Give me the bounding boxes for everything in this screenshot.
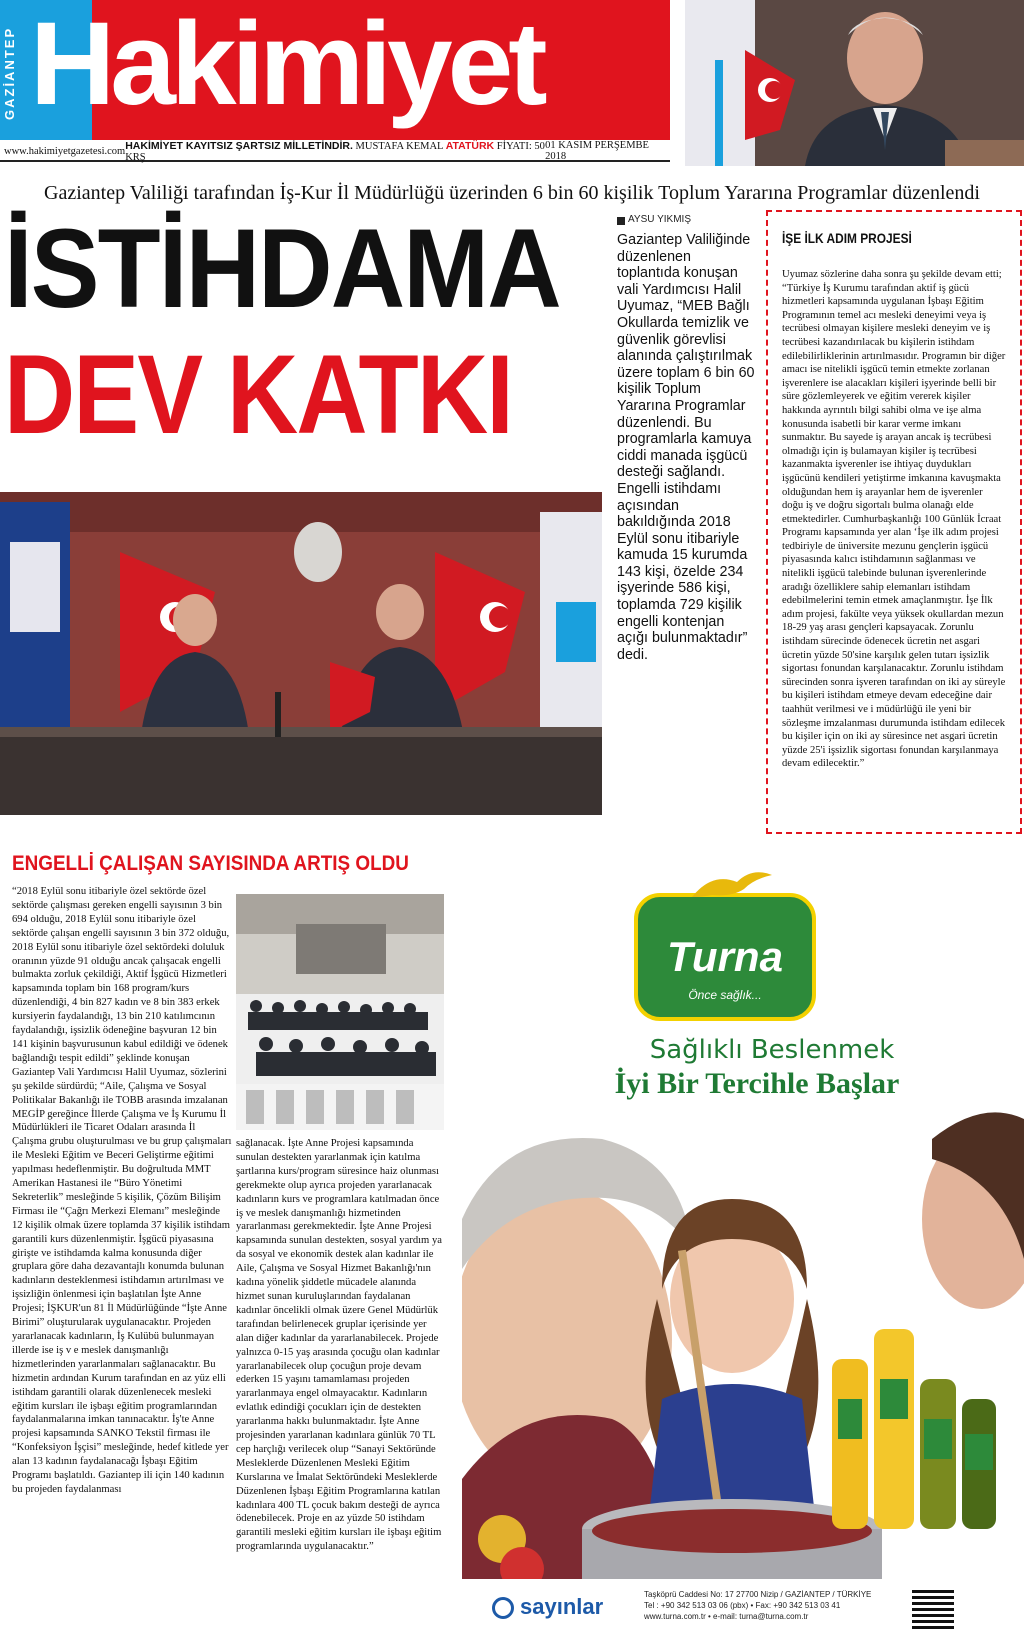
byline-author: AYSU YIKMIŞ bbox=[628, 214, 691, 225]
sayinlar-logo-icon bbox=[492, 1597, 514, 1619]
lead-column: Gaziantep Valiliğinde düzenlenen toplantıda konuşan vali Yardımcısı Halil Uyumaz, “MEB Bağlı Okullarda temizlik ve güvenlik görevlisi alanında çalıştırılmak üzere toplam 6 bin 60 kişilik Toplum Yararına Programlar düzenlendi. Bu programlarla kamuya ciddi manada işgücü desteği sağlandı. Engelli istihdamı açısından bakıldığında 2018 Eylül sonu itibariyle kamuda 15 kurumda 143 kişi, özelde 234 işyerinde 586 kişi, toplamda 729 kişilik engelli kontenjan açığı bulunmaktadır” dedi. bbox=[617, 232, 755, 663]
top-portrait-photo bbox=[685, 0, 1024, 166]
sidebar-box-text: Uyumaz sözlerine daha sonra şu şekilde devam etti; “Türkiye İş Kurumu tarafından aktif iş gücü hizmetleri kapsamında uygulanan İşbaşı Eğitim Programının temel acı mesleki deneyimi veya iş tecrübesi olmayan kişilere mesleki deneyim ve iş tecrübesi kazandırılacak bu kişilerin istihdam edilebilirliklerinin artırılmasıdır. Programın bir diğer amacı ise nitelikli işgücü temin etmekte zorlanan işverenlere ise alacakları kişileri işyerinde belli bir süre gözlemleyerek ve eğitim vererek kişiler hakkında ayrıntılı bilgi sahibi olma ve işe alma konusunda isabetli bir karar verme imkanı sunmaktır. Bu sayede iş arayan ancak iş tecrübesi olmadığı için iş bulamayan kişiler iş tecrübesi kazanmakta işverenler ise ihtiyaç duydukları işgücünü kendileri yetiştirme imkanına kavuşmakta olduğundan hem iş arayanlar hem de işverenler doğu iş ve doğru sigortalı bulma olanağı elde etmektedirler. Cumhurbaşkanlığı 100 Günlük İcraat Programı kapsamında yer alan ‘İşe ilk adım projesi tedbiriyle de üniversite mezunu gençlerin işgücü piyasasında kalıcı istihdamının sağlanması ve nitelikli işgücü talebinde bulunan işverenlerinde aradığı özelliklere sahip elemanları istihdam edebilmelerini temin etmek amaçlanmıştır. İşe İlk adım projesi, fakülte veya yüksek okullardan mezun 18-29 yaş arası gençleri kapsayacak. Zorunlu istihdam sürecinde ödenecek ücretin net asgari ücretin yüzde 50'sine karşılık gelen tutarı işsizlik sigortası fonundan karşılanacaktır. Zorunlu istihdam sürecinden sonra işveren tarafından on iki ay süreyle bu kişileri istihdam etmeye devam edeceğine dair taahhüt verilmesi ve i müdürlüğü ile yeni bir sözleşme imzalanması durumunda istihdam edilecek bu kişiler için on iki ay süresince net asgari ücretin yüzde 25'i işsizlik sigortası fonundan karşılanmaya devam edilecektir.” bbox=[782, 269, 1006, 770]
motto-author-first: MUSTAFA KEMAL bbox=[355, 140, 444, 152]
ad-family-cooking-image bbox=[462, 1099, 1024, 1579]
qr-code-icon[interactable] bbox=[912, 1587, 954, 1629]
masthead-info-strip bbox=[0, 139, 670, 163]
ad-contact-info bbox=[644, 1589, 894, 1633]
main-meeting-photo bbox=[0, 492, 602, 815]
price: FİYATI: 50 KRŞ bbox=[125, 140, 545, 163]
ad-slogan-line-2: İyi Bir Tercihle Başlar bbox=[614, 1067, 900, 1100]
newspaper-logo: Hakimiyet bbox=[30, 0, 543, 130]
motto bbox=[125, 140, 545, 163]
article2-column-2: sağlanacak. İşte Anne Projesi kapsamında sunulan destekten yararlanmak için katılma şartlarına kurs/program süresince haiz olunması gerekmekte olup ayrıca projeden yararlanacak kadınların kurs ve programlara katılmadan önce iş ve meslek danışmanlığı hizmetinden yararlanması gerekmektedir. İşte Anne Projesi kapsamında sunulan destekten, sosyal yardım ya da sosyal ve ekonomik destek alan kadınlar ile Aile, Çalışma ve Sosyal Hizmet Bakanlığı'nın kadına yönelik şiddetle mücadele alanında hizmet sunan kuruluşlarından faydalanan kadınlar öncelikli olmak üzere Genel Müdürlük tarafından belirlenecek gruplar içerisinde yer alan diğer kadınlar da yararlanabilecek. Projede yalnızca 0-15 yaş arasında çocuğu olan kadınlar yararlanabilecek olup çocuğun proje devam ederken 15 yaşını tamamlaması projeden yararlanmaya engel olmayacaktır. Kadınların evlatlık edindiği çocukları için de destekten yararlanma hakkı bulunmaktadır. İşte Anne projesinden yararlanan kadınlara günlük 70 TL cep harçlığı verilecek olup “Sanayi Sektöründe Mesleklerde Düzenlenen Mesleki Eğitim Kurslarına ve İmalat Sektöründeki Mesleklerde Düzenlenen İşbaşı Eğitim Programlarına katılan kadınlara 400 TL çocuk bakım desteği de ayrıca ödenebilecek. Proje en az yüzde 50 istihdam garantili mesleki eğitim kursları ile işbaşı eğitim programlarında uygulanacaktır.” bbox=[236, 1138, 442, 1553]
article2-column-1: “2018 Eylül sonu itibariyle özel sektörde özel sektörde çalışması gereken engelli sayısının 3 bin 694 olduğu, 2018 Eylül sonu itibariyle özel sektörde çalışan engelli sayısının 3 bin 372 olduğu, 2018 Eylül sonu itibariyle özel sektördeki doluluk oranının yüzde 91 olduğu ancak çalışacak engelli bulmakta zorluk çekildiği, Aktif İşgücü Hizmetleri kapsamında toplam bin 168 program/kurs düzenlendiği, 4 bin 827 kadın ve 8 bin 383 erkek kursiyerin faydalandığı, 13 bin 210 katılımcının faydalandığı, işsizlik ödeneğine başvuran 12 bin 141 kişinin başvurusunun kabul edildiği ve ödenek bağlandığı tespit edildi” şeklinde konuşan Gaziantep Vali Yardımcısı Halil Uyumaz, sözlerini şu şekilde sürdürdü; “Aile, Çalışma ve Sosyal Politikalar Bakanlığı ile TOBB arasında imzalanan MEGİP gereğince İllerde Çalışma ve İş Kurumu İl Müdürlükleri ile Ticaret Odaları arasında İl Çalışma grubu oluşturulması ve bu grup çalışmaları ile Mesleki Eğitim ve Beceri Geliştirme eğitimi yapılması hedeflenmiştir. Bu doğrultuda MMT Amerikan Hastanesi ile “Büro Yönetimi Sekreterlik” mesleğinde 5 kişilik, Çözüm Bilişim Firması ile “Çağrı Merkezi Elemanı” mesleğinde 12 kişilik olmak üzere toplamda 37 kişilik istihdam garantili kurs düzenlenmiştir. İşgücü piyasasına girişte ve istihdamda kalma konusunda diğer gruplara göre daha dezavantajlı konumda bulunan kadınların desteklenmesi istihdamın artırılması ve işsizliğin önlenmesi için başlatılan İşte Anne Projesi; İŞKUR'un 81 İl Müdürlüğünde “İşte Anne Birimi” oluşturularak uygulanacaktır. Projeden yararlanacak kadınların, İş Kulübü bulunmayan illerde ise iş v e meslek danışmanlığı hizmetlerinden yararlanmaları sağlanacaktır. Bu hizmetin ardından Kurum tarafından en az yüz elli istihdam garantili olarak düzenlenecek mesleki eğitim kursları ile işbaşı eğitim programlarından faydalanmalarına imkan tanınacaktır. İş'te Anne projesi kapsamında SANKO Tekstil firması ile “Konfeksiyon İşçisi” mesleğinde, hedef kitlede yer alan 13 kadının faydalanacağı İşbaşı Eğitim Programı başlatıldı. Gaziantep ili için 140 kadının bu projeden faydalanması bbox=[12, 886, 232, 1495]
ad-slogan-line-1: Sağlıklı Beslenmek bbox=[649, 1035, 895, 1065]
issue-date: 01 KASIM PERŞEMBE 2018 bbox=[545, 140, 649, 162]
sayinlar-company: sayınlar bbox=[520, 1594, 604, 1619]
ad-web-line[interactable]: www.turna.com.tr • e-mail: turna@turna.com.tr bbox=[644, 1612, 809, 1621]
sidebar-box bbox=[766, 210, 1022, 834]
motto-text: HAKİMİYET KAYITSIZ ŞARTSIZ MİLLETİNDİR. bbox=[125, 139, 353, 152]
turna-advertisement[interactable] bbox=[462, 849, 1024, 1635]
headline-line-1: İSTİHDAMA bbox=[4, 206, 560, 331]
turna-tagline: Önce sağlık... bbox=[688, 988, 762, 1002]
article2-title: ENGELLİ ÇALIŞAN SAYISINDA ARTIŞ OLDU bbox=[12, 852, 409, 875]
motto-author-last: ATATÜRK bbox=[445, 139, 495, 152]
masthead bbox=[0, 0, 670, 163]
masthead-city-label: GAZİANTEP bbox=[2, 26, 17, 120]
sidebar-box-title: İŞE İLK ADIM PROJESİ bbox=[782, 230, 912, 246]
headline-line-2: DEV KATKI bbox=[4, 332, 513, 457]
turna-brand: Turna bbox=[667, 933, 783, 980]
article2-audience-photo bbox=[236, 894, 444, 1130]
website-link[interactable]: www.hakimiyetgazetesi.com bbox=[4, 145, 126, 157]
ad-phone-line: Tel : +90 342 513 03 06 (pbx) • Fax: +90 342 513 03 41 bbox=[644, 1601, 841, 1610]
ad-address-line: Taşköprü Caddesi No: 17 27700 Nizip / GAZİANTEP / TÜRKİYE bbox=[644, 1590, 872, 1599]
crane-bird-icon bbox=[692, 867, 772, 907]
subheadline: Gaziantep Valiliği tarafından İş-Kur İl Müdürlüğü üzerinden 6 bin 60 kişilik Toplum Yararına Programlar düzenlendi bbox=[44, 182, 980, 204]
byline bbox=[617, 214, 757, 228]
